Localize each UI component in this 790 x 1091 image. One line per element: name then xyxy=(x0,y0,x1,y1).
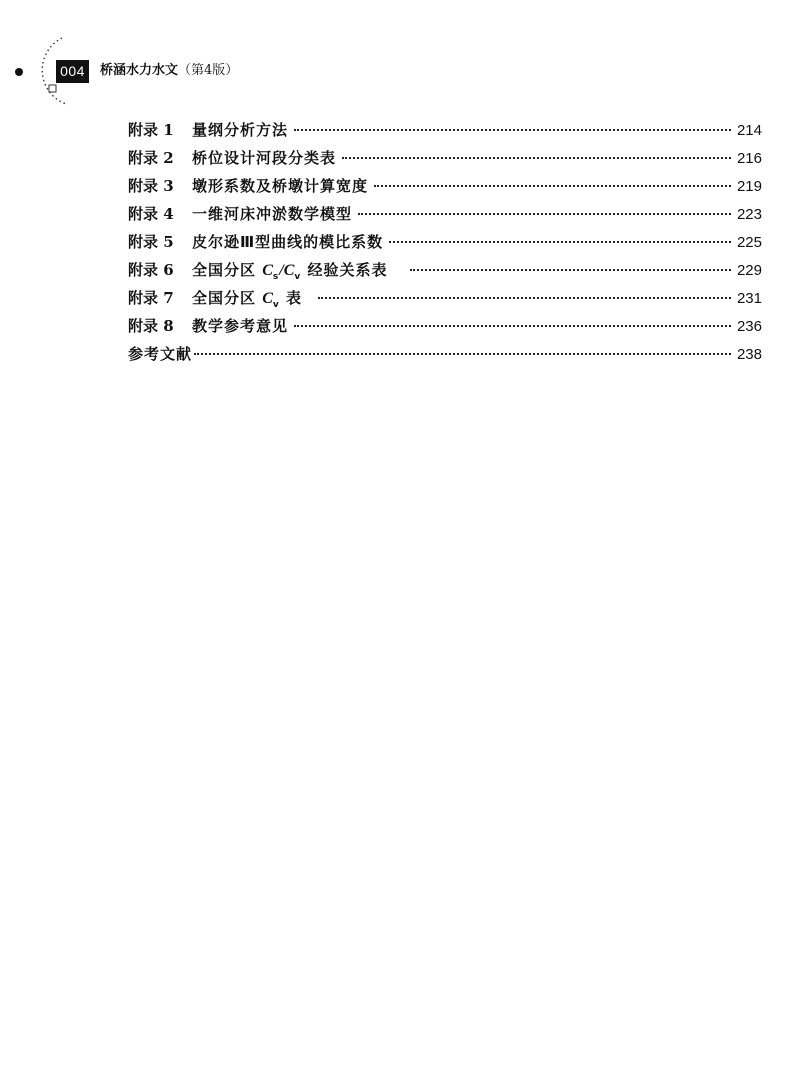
toc-entry-title: 量纲分析方法 xyxy=(192,121,289,139)
toc-entry-label: 附录 8 xyxy=(128,317,174,335)
title-suffix: 经验关系表 xyxy=(301,261,388,279)
dot-leader xyxy=(294,325,731,327)
book-title xyxy=(100,62,238,80)
dot-leader xyxy=(194,353,731,355)
toc-entry-page: 219 xyxy=(736,178,762,195)
toc-entry-title: 墩形系数及桥墩计算宽度 xyxy=(192,177,369,195)
symbol-c: C xyxy=(262,262,273,279)
small-square-icon xyxy=(49,85,56,92)
toc-entry-title: 一维河床冲淤数学模型 xyxy=(192,205,353,223)
toc-entry-appendix-5[interactable] xyxy=(128,228,762,256)
toc-entry-label: 附录 3 xyxy=(128,177,174,195)
toc-entry-title: 桥位设计河段分类表 xyxy=(192,149,337,167)
dot-leader xyxy=(342,157,731,159)
toc-entry-references[interactable] xyxy=(128,340,762,368)
subscript-v: v xyxy=(272,300,280,310)
dot-leader xyxy=(358,213,731,215)
page-header xyxy=(0,0,790,110)
toc-entry-label: 附录 4 xyxy=(128,205,174,223)
title-suffix: 表 xyxy=(279,289,303,307)
toc-entry-label: 附录 1 xyxy=(128,121,174,139)
dot-leader xyxy=(389,241,731,243)
toc-entry-page: 238 xyxy=(736,346,762,363)
subscript-v: v xyxy=(294,272,302,282)
toc-entry-appendix-7[interactable] xyxy=(128,284,762,312)
toc-entry-page: 229 xyxy=(736,262,762,279)
dot-leader xyxy=(294,129,731,131)
toc-entry-label: 附录 6 xyxy=(128,261,174,279)
toc-entry-appendix-6[interactable] xyxy=(128,256,762,284)
bullet-dot-icon xyxy=(15,68,23,76)
toc-entry-title: 教学参考意见 xyxy=(192,317,289,335)
toc-entry-page: 214 xyxy=(736,122,762,139)
table-of-contents xyxy=(128,116,762,368)
symbol-slash: / xyxy=(279,262,284,279)
dot-leader xyxy=(374,185,731,187)
toc-entry-label: 附录 7 xyxy=(128,289,174,307)
toc-entry-page: 216 xyxy=(736,150,762,167)
toc-entry-appendix-3[interactable] xyxy=(128,172,762,200)
dot-leader xyxy=(410,269,731,271)
toc-entry-label: 附录 2 xyxy=(128,149,174,167)
toc-entry-page: 223 xyxy=(736,206,762,223)
toc-entry-title: 参考文献 xyxy=(128,345,193,363)
subscript-s: s xyxy=(272,272,280,282)
symbol-c: C xyxy=(262,290,273,307)
toc-entry-label: 附录 5 xyxy=(128,233,174,251)
page-number: 004 xyxy=(56,60,89,83)
toc-entry-page: 225 xyxy=(736,234,762,251)
book-title-text: 桥涵水力水文 xyxy=(100,63,179,78)
decorative-dotted-arc-icon xyxy=(0,0,120,110)
toc-entry-page: 236 xyxy=(736,318,762,335)
toc-entry-appendix-2[interactable] xyxy=(128,144,762,172)
book-edition: （第4版） xyxy=(178,63,239,78)
toc-entry-appendix-4[interactable] xyxy=(128,200,762,228)
toc-entry-page: 231 xyxy=(736,290,762,307)
dot-leader xyxy=(318,297,731,299)
toc-entry-appendix-1[interactable] xyxy=(128,116,762,144)
title-prefix: 全国分区 xyxy=(192,261,263,279)
toc-entry-title: 皮尔逊Ⅲ型曲线的模比系数 xyxy=(192,233,384,251)
symbol-c: C xyxy=(283,262,295,279)
title-prefix: 全国分区 xyxy=(192,289,263,307)
toc-entry-appendix-8[interactable] xyxy=(128,312,762,340)
